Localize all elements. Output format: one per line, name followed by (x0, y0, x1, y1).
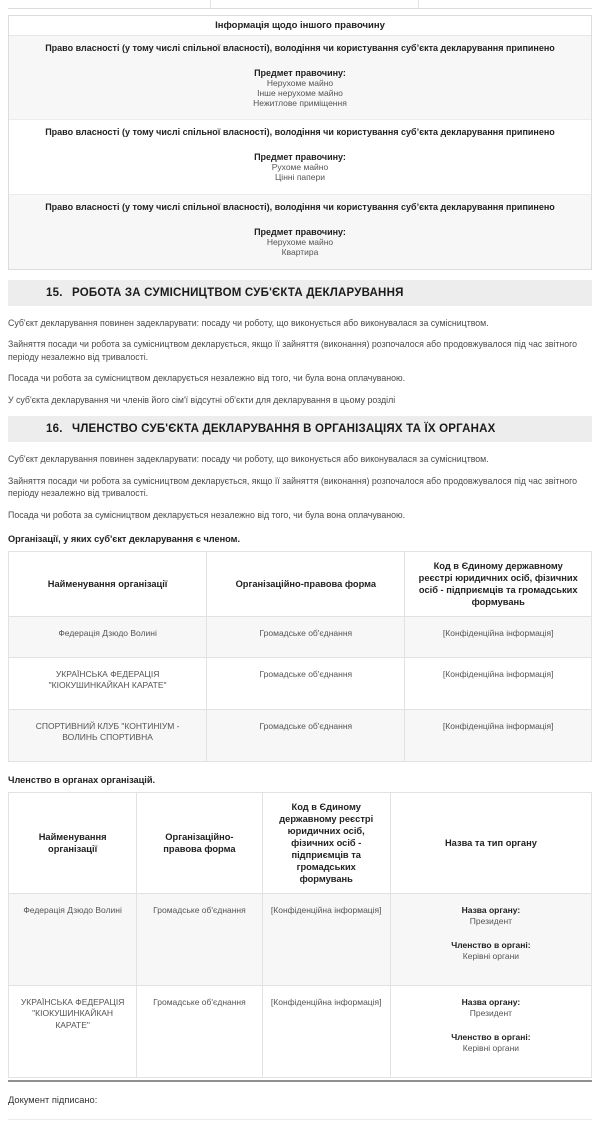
deal-item: Нерухоме майно (266, 78, 334, 88)
org-form: Громадське об'єднання (207, 657, 405, 709)
paragraph: Суб'єкт декларування повинен задекларувати: посаду чи роботу, що виконується або виконувалася за сумісництвом. (8, 454, 489, 465)
organ-cell (390, 893, 591, 985)
deal-item: Квартира (281, 246, 319, 257)
deal-row (9, 120, 591, 195)
deal-subject-label: Предмет правочину: (254, 226, 346, 237)
column-header: Код в Єдиному державному реєстрі юридичних осіб, фізичних осіб - підприємців та громадських формувань (262, 792, 390, 893)
organ-name-label: Назва органу: (461, 996, 521, 1007)
section-number: 15. (46, 286, 63, 299)
column-header: Код в Єдиному державному реєстрі юридичних осіб, фізичних осіб - підприємців та громадських формувань (405, 552, 592, 617)
org-form: Громадське об'єднання (137, 893, 262, 985)
org-name: Федерація Дзюдо Волині (9, 893, 137, 985)
section-title: РОБОТА ЗА СУМІСНИЦТВОМ СУБ'ЄКТА ДЕКЛАРУВАННЯ (72, 286, 404, 299)
paragraph: Посада чи робота за сумісництвом декларується незалежно від того, чи була вона оплачуваною. (8, 373, 406, 384)
org-name: УКРАЇНСЬКА ФЕДЕРАЦІЯ "КІОКУШИНКАЙКАН КАРАТЕ" (9, 657, 207, 709)
organ-name: Президент (469, 916, 513, 927)
org-code: [Конфіденційна інформація] (405, 657, 592, 709)
column-header: Назва та тип органу (390, 792, 591, 893)
deal-item: Цінні папери (275, 172, 325, 183)
section-15-header (8, 280, 592, 306)
deal-row-header: Право власності (у тому числі спільної власності), володіння чи користування суб’єкта декларування припинено (45, 201, 555, 212)
org-code: [Конфіденційна інформація] (262, 985, 390, 1077)
membership-label: Членство в органах організацій. (8, 774, 156, 785)
org-code: [Конфіденційна інформація] (405, 617, 592, 658)
org-name: Федерація Дзюдо Волині (9, 617, 207, 658)
deal-row (9, 195, 591, 269)
deal-row-header: Право власності (у тому числі спільної власності), володіння чи користування суб’єкта декларування припинено (45, 43, 555, 53)
section-number: 16. (46, 423, 63, 436)
org-form: Громадське об'єднання (207, 709, 405, 761)
other-deal-table-title: Інформація щодо іншого правочину (9, 16, 591, 36)
org-form: Громадське об'єднання (137, 985, 262, 1077)
section-title: ЧЛЕНСТВО СУБ'ЄКТА ДЕКЛАРУВАННЯ В ОРГАНІЗАЦІЯХ ТА ЇХ ОРГАНАХ (72, 423, 496, 436)
section-16-header (8, 416, 592, 442)
stub-cell (419, 0, 592, 8)
table-row (9, 985, 592, 1077)
org-code: [Конфіденційна інформація] (405, 709, 592, 761)
column-header: Організаційно-правова форма (207, 552, 405, 617)
stub-cell (8, 0, 211, 8)
table-header-row (9, 552, 592, 617)
document-signed-label: Документ підписано: (8, 1094, 98, 1105)
organizations-table (8, 551, 592, 762)
deal-item: Нерухоме майно (266, 236, 334, 247)
deal-subject-label: Предмет правочину: (254, 68, 346, 78)
table-row (9, 709, 592, 761)
deal-item: Інше нерухоме майно (257, 87, 343, 98)
paragraph: У суб'єкта декларування чи членів його сім'ї відсутні об'єкти для декларування в цьому розділі (8, 394, 396, 405)
table-row (9, 617, 592, 658)
organ-name: Президент (469, 1008, 513, 1019)
org-name: СПОРТИВНИЙ КЛУБ "КОНТИНІУМ - ВОЛИНЬ СПОРТИВНА (9, 709, 207, 761)
membership-table (8, 792, 592, 1078)
org-form: Громадське об'єднання (207, 617, 405, 658)
table-row (9, 893, 592, 985)
org-name: УКРАЇНСЬКА ФЕДЕРАЦІЯ "КІОКУШИНКАЙКАН КАРАТЕ" (9, 985, 137, 1077)
organ-cell (390, 985, 591, 1077)
signature-divider (8, 1080, 592, 1082)
org-code: [Конфіденційна інформація] (262, 893, 390, 985)
deal-subject-label: Предмет правочину: (254, 152, 346, 163)
deal-row-header: Право власності (у тому числі спільної власності), володіння чи користування суб’єкта декларування припинено (45, 127, 555, 138)
paragraph: Суб'єкт декларування повинен задекларувати: посаду чи роботу, що виконується або виконувалася за сумісництвом. (8, 317, 489, 328)
organ-membership: Керівні органи (462, 1043, 520, 1054)
paragraph: Зайняття посади чи робота за сумісництвом декларується, якщо її зайняття (виконання) розпочалося або продовжувалося під час звітного періоду незалежно від тривалості. (8, 339, 578, 362)
previous-table-bottom-edge (8, 0, 592, 9)
deal-item: Нежитлове приміщення (253, 97, 347, 108)
paragraph: Зайняття посади чи робота за сумісництвом декларується, якщо її зайняття (виконання) розпочалося або продовжувалося під час звітного періоду незалежно від тривалості. (8, 475, 578, 499)
column-header: Найменування організації (9, 552, 207, 617)
orgs-label: Організації, у яких суб'єкт декларування є членом. (8, 534, 240, 545)
column-header: Організаційно-правова форма (137, 792, 262, 893)
organ-membership: Керівні органи (462, 951, 520, 962)
deal-item: Рухоме майно (271, 162, 329, 173)
table-header-row (9, 792, 592, 893)
column-header: Найменування організації (9, 792, 137, 893)
next-block-top-edge (8, 1119, 592, 1121)
organ-name-label: Назва органу: (461, 904, 521, 915)
organ-membership-label: Членство в органі: (451, 939, 531, 950)
table-row (9, 657, 592, 709)
paragraph: Посада чи робота за сумісництвом декларується незалежно від того, чи була вона оплачуваною. (8, 509, 406, 520)
other-deal-table (8, 15, 592, 270)
organ-membership-label: Членство в органі: (451, 1031, 531, 1042)
deal-row (9, 36, 591, 120)
stub-cell (211, 0, 419, 8)
